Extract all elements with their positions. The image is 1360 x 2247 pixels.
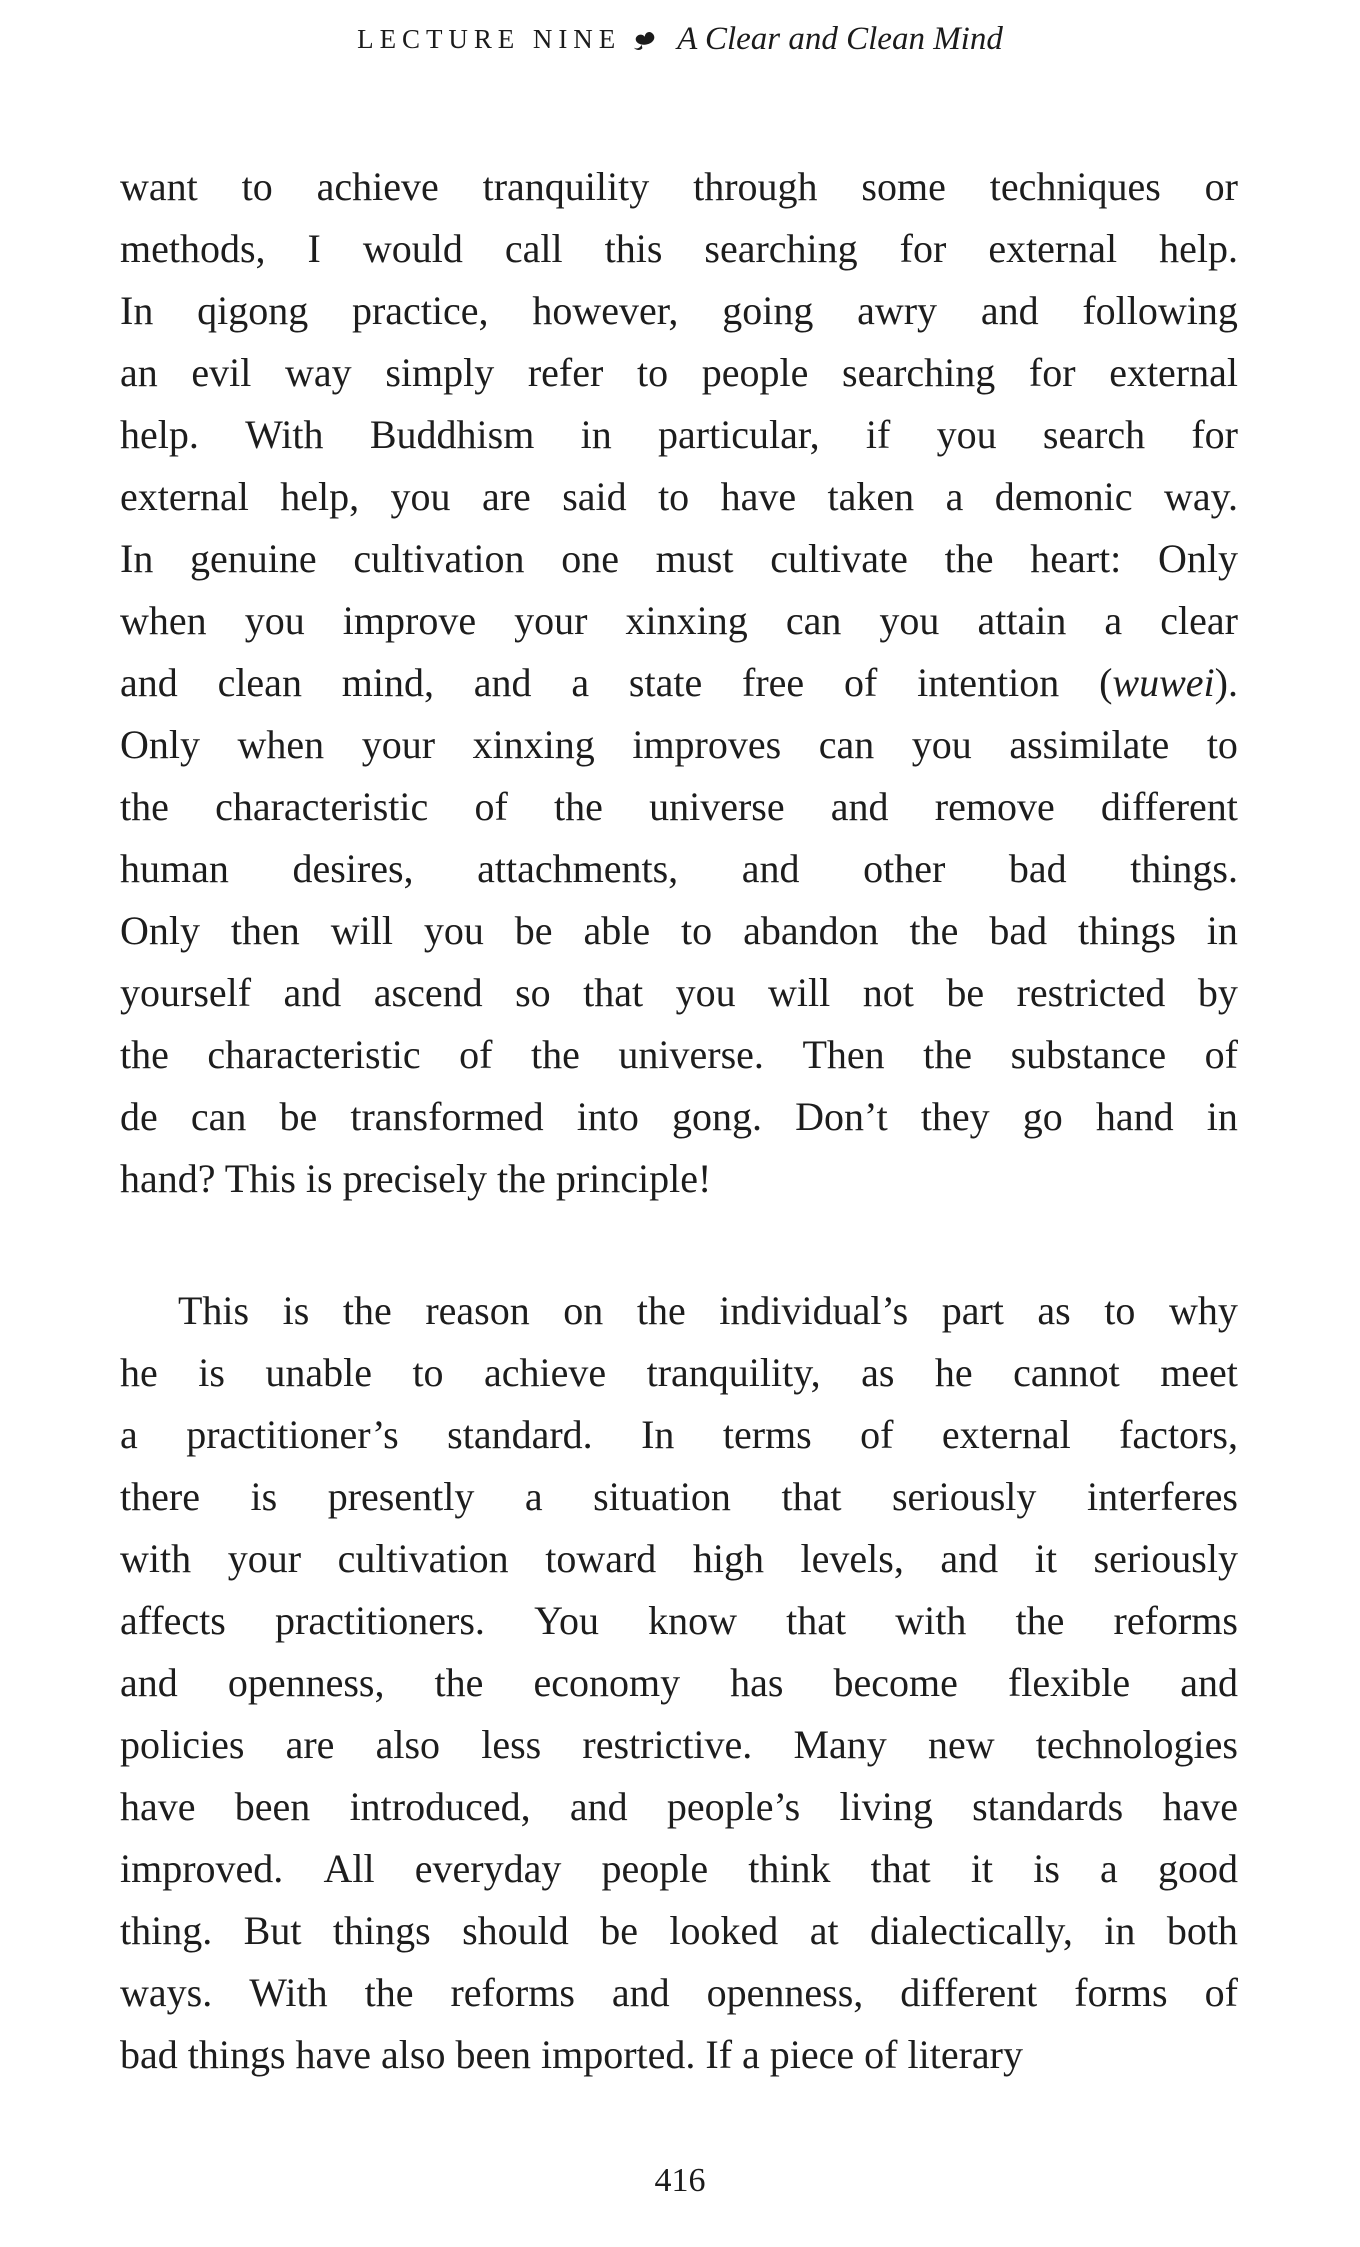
text-line: In genuine cultivation one must cultivate the heart: Only <box>120 536 1238 581</box>
text-line: the characteristic of the universe. Then the substance of <box>120 1032 1238 1077</box>
page-number: 416 <box>654 2162 706 2199</box>
text-line: an evil way simply refer to people searching for external <box>120 350 1238 395</box>
text-line: there is presently a situation that seriously interferes <box>120 1474 1238 1519</box>
text-line: improved. All everyday people think that it is a good <box>120 1846 1238 1891</box>
text-line: policies are also less restrictive. Many new technologies <box>120 1722 1238 1767</box>
text-line: with your cultivation toward high levels, and it seriously <box>120 1536 1238 1581</box>
text-line: In qigong practice, however, going awry and following <box>120 288 1238 333</box>
text-line: de can be transformed into gong. Don’t they go hand in <box>120 1094 1238 1139</box>
lecture-label: LECTURE NINE <box>357 23 622 54</box>
running-header <box>0 0 1360 78</box>
text-line: help. With Buddhism in particular, if you search for <box>120 412 1238 457</box>
text-line: external help, you are said to have taken a demonic way. <box>120 474 1238 519</box>
text-line: thing. But things should be looked at dialectically, in both <box>120 1908 1238 1953</box>
hedera-leaf-icon <box>631 26 661 56</box>
text-line: the characteristic of the universe and remove different <box>120 784 1238 829</box>
paragraph-2 <box>120 1280 1238 2086</box>
text-line: he is unable to achieve tranquility, as he cannot meet <box>120 1350 1238 1395</box>
text-line: affects practitioners. You know that with the reforms <box>120 1598 1238 1643</box>
text-line: methods, I would call this searching for external help. <box>120 226 1238 271</box>
text-line: when you improve your xinxing can you attain a clear <box>120 598 1238 643</box>
text-line: human desires, attachments, and other bad things. <box>120 846 1238 891</box>
text-line: Only when your xinxing improves can you assimilate to <box>120 722 1238 767</box>
text-line: a practitioner’s standard. In terms of external factors, <box>120 1412 1238 1457</box>
body-text <box>120 156 1238 2086</box>
text-line: have been introduced, and people’s living standards have <box>120 1784 1238 1829</box>
text-line: yourself and ascend so that you will not be restricted by <box>120 970 1238 1015</box>
text-line: This is the reason on the individual’s part as to why <box>178 1288 1238 1333</box>
paragraph-1 <box>120 156 1238 1210</box>
text-line: bad things have also been imported. If a piece of literary <box>120 2032 1023 2077</box>
text-line: and openness, the economy has become flexible and <box>120 1660 1238 1705</box>
text-line: hand? This is precisely the principle! <box>120 1156 712 1201</box>
text-line: Only then will you be able to abandon the bad things in <box>120 908 1238 953</box>
text-line: and clean mind, and a state free of intention (wuwei). <box>120 660 1238 705</box>
text-line: want to achieve tranquility through some techniques or <box>120 164 1238 209</box>
text-line: ways. With the reforms and openness, different forms of <box>120 1970 1238 2015</box>
chapter-title: A Clear and Clean Mind <box>677 20 1003 57</box>
